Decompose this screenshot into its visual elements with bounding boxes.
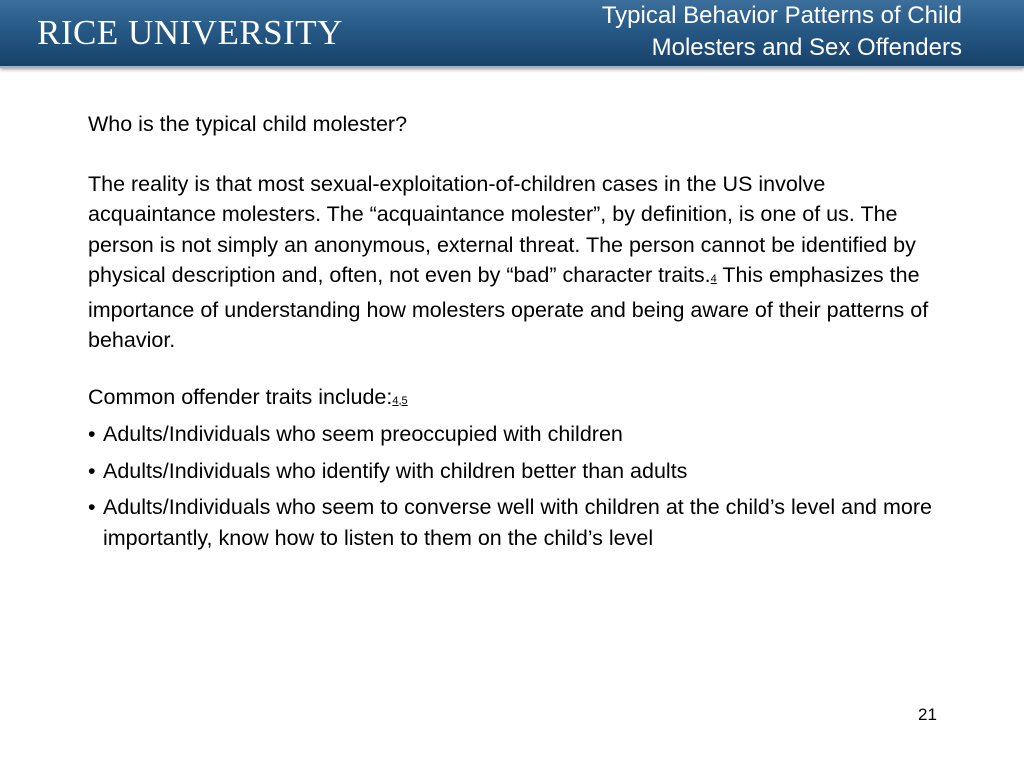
page-number: 21 <box>918 705 937 724</box>
bullet-text-1: Adults/Individuals who seem preoccupied with children <box>103 422 623 446</box>
bullet-text-3: Adults/Individuals who seem to converse well with children at the child’s level and more importantly, know how to listen to them on the child’s level <box>103 495 932 550</box>
traits-heading <box>88 382 958 417</box>
reference-link-4-5[interactable]: 4,5 <box>392 394 408 407</box>
slide-title <box>442 0 962 64</box>
bullet-icon: • <box>88 495 96 519</box>
slide-title-line-1: Typical Behavior Patterns of Child <box>601 2 962 29</box>
reality-text: The reality is that most sexual-exploitation-of-children cases in the US involve acquaintance molesters. The “acquaintance molester”, by definition, is one of us. The person is not simply an anonymous, external threat. The person cannot be identified by physical description and, often, not even by “bad” character traits. <box>88 171 916 287</box>
traits-heading-text: Common offender traits include: <box>88 384 393 409</box>
bullet-item-1 <box>88 419 958 450</box>
slide-content <box>88 109 958 559</box>
header-band <box>0 0 1024 66</box>
reference-link-4[interactable]: 4 <box>710 273 717 285</box>
slide-title-line-2: Molesters and Sex Offenders <box>651 34 962 61</box>
reality-paragraph <box>88 169 958 356</box>
bullet-item-2 <box>88 456 958 487</box>
bullet-icon: • <box>88 458 96 483</box>
bullet-item-3 <box>88 492 958 553</box>
reality-text-continued: This emphasizes the importance of understanding how molesters operate and being aware of their patterns of behavior. <box>88 263 929 352</box>
header-divider <box>0 66 1024 68</box>
bullet-icon: • <box>88 422 96 446</box>
bullet-text-2: Adults/Individuals who identify with children better than adults <box>103 458 688 483</box>
question-text: Who is the typical child molester? <box>88 112 408 136</box>
rice-university-logo: RICE UNIVERSITY <box>37 13 343 52</box>
